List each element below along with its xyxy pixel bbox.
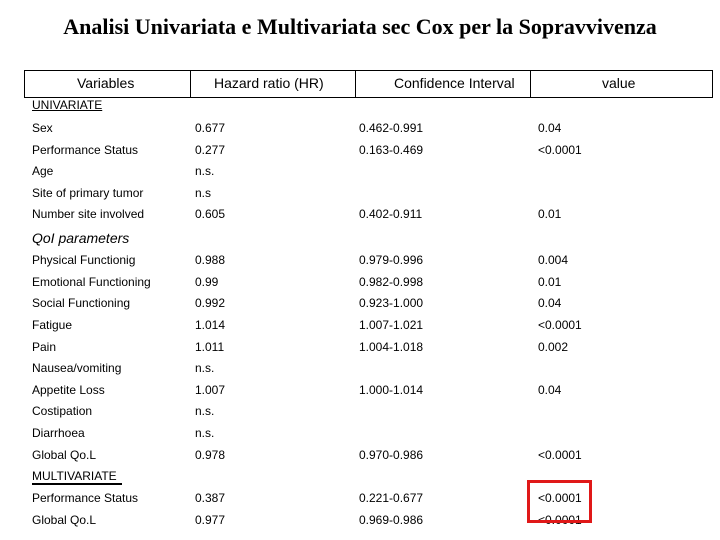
cell-hazard-ratio: n.s. <box>195 404 215 418</box>
cell-hazard-ratio: 1.007 <box>195 383 226 397</box>
section-univariate: UNIVARIATE <box>32 98 103 112</box>
cell-confidence-interval: 1.007-1.021 <box>359 318 424 332</box>
cell-variable: Costipation <box>32 404 93 418</box>
cell-hazard-ratio: 0.277 <box>195 143 226 157</box>
table-row <box>0 383 720 399</box>
table-row <box>0 121 720 137</box>
cell-value: <0.0001 <box>538 491 582 505</box>
header-confidence-interval: Confidence Interval <box>394 75 515 91</box>
table-row <box>0 448 720 464</box>
cell-value: 0.04 <box>538 121 562 135</box>
cell-hazard-ratio: 0.387 <box>195 491 226 505</box>
table-row <box>0 361 720 377</box>
table-row <box>0 275 720 291</box>
cell-hazard-ratio: n.s. <box>195 164 215 178</box>
table-row <box>0 513 720 529</box>
cell-confidence-interval: 0.970-0.986 <box>359 448 424 462</box>
section-qol-parameters: QoI parameters <box>32 230 130 246</box>
header-divider <box>355 70 356 98</box>
cell-value: 0.01 <box>538 207 562 221</box>
cell-variable: Pain <box>32 340 57 354</box>
header-divider <box>190 70 191 98</box>
cell-variable: Site of primary tumor <box>32 186 144 200</box>
cell-hazard-ratio: 0.99 <box>195 275 219 289</box>
cell-value: 0.01 <box>538 275 562 289</box>
cell-confidence-interval: 0.982-0.998 <box>359 275 424 289</box>
header-hazard-ratio: Hazard ratio (HR) <box>214 75 324 91</box>
table-right-border <box>712 70 713 98</box>
header-value: value <box>602 75 636 91</box>
cell-variable: Performance Status <box>32 143 139 157</box>
cell-variable: Fatigue <box>32 318 73 332</box>
table-row <box>0 253 720 269</box>
header-variables: Variables <box>77 75 135 91</box>
cell-variable: Number site involved <box>32 207 145 221</box>
cell-hazard-ratio: 1.014 <box>195 318 226 332</box>
cell-confidence-interval: 0.923-1.000 <box>359 296 424 310</box>
cell-hazard-ratio: n.s. <box>195 426 215 440</box>
page-title: Analisi Univariata e Multivariata sec Cox per la Sopravvivenza <box>63 14 657 39</box>
table-row <box>0 186 720 202</box>
cell-value: 0.004 <box>538 253 569 267</box>
cell-variable: Performance Status <box>32 491 139 505</box>
highlight-box <box>527 480 592 523</box>
cell-confidence-interval: 0.402-0.911 <box>359 207 423 221</box>
cell-confidence-interval: 0.969-0.986 <box>359 513 424 527</box>
header-bottom-border <box>24 97 712 98</box>
table-row <box>0 207 720 223</box>
cell-value: 0.04 <box>538 383 562 397</box>
table-row <box>0 296 720 312</box>
multivariate-underline <box>32 483 122 485</box>
cell-value: 0.04 <box>538 296 562 310</box>
cell-hazard-ratio: 0.988 <box>195 253 226 267</box>
cell-variable: Global Qo.L <box>32 448 97 462</box>
cell-confidence-interval: 0.462-0.991 <box>359 121 424 135</box>
cell-confidence-interval: 1.000-1.014 <box>359 383 424 397</box>
cell-variable: Nausea/vomiting <box>32 361 122 375</box>
table-row <box>0 143 720 159</box>
table-row <box>0 164 720 180</box>
table-top-border <box>24 70 712 71</box>
header-divider <box>530 70 531 98</box>
cell-hazard-ratio: 0.978 <box>195 448 226 462</box>
cell-variable: Age <box>32 164 54 178</box>
cell-value: 0.002 <box>538 340 569 354</box>
cell-variable: Sex <box>32 121 53 135</box>
cell-hazard-ratio: 0.992 <box>195 296 226 310</box>
table-row <box>0 404 720 420</box>
cell-hazard-ratio: n.s. <box>195 361 215 375</box>
cell-confidence-interval: 1.004-1.018 <box>359 340 424 354</box>
cell-variable: Appetite Loss <box>32 383 105 397</box>
cell-confidence-interval: 0.221-0.677 <box>359 491 424 505</box>
cell-value: <0.0001 <box>538 143 582 157</box>
cell-hazard-ratio: 0.677 <box>195 121 226 135</box>
table-row <box>0 318 720 334</box>
table-left-border <box>24 70 25 98</box>
cell-value: <0.0001 <box>538 448 582 462</box>
cell-hazard-ratio: n.s <box>195 186 212 200</box>
cell-variable: Social Functioning <box>32 296 131 310</box>
table-row <box>0 340 720 356</box>
cell-value: <0.0001 <box>538 318 582 332</box>
cell-value: <0.0001 <box>538 513 582 527</box>
cell-confidence-interval: 0.979-0.996 <box>359 253 424 267</box>
cell-variable: Emotional Functioning <box>32 275 151 289</box>
table-row <box>0 491 720 507</box>
cell-hazard-ratio: 0.605 <box>195 207 226 221</box>
cell-variable: Diarrhoea <box>32 426 85 440</box>
cell-hazard-ratio: 0.977 <box>195 513 226 527</box>
cell-variable: Global Qo.L <box>32 513 97 527</box>
table-row <box>0 426 720 442</box>
section-multivariate: MULTIVARIATE <box>32 469 117 483</box>
cell-confidence-interval: 0.163-0.469 <box>359 143 424 157</box>
cell-variable: Physical Functionig <box>32 253 136 267</box>
cell-hazard-ratio: 1.011 <box>195 340 225 354</box>
